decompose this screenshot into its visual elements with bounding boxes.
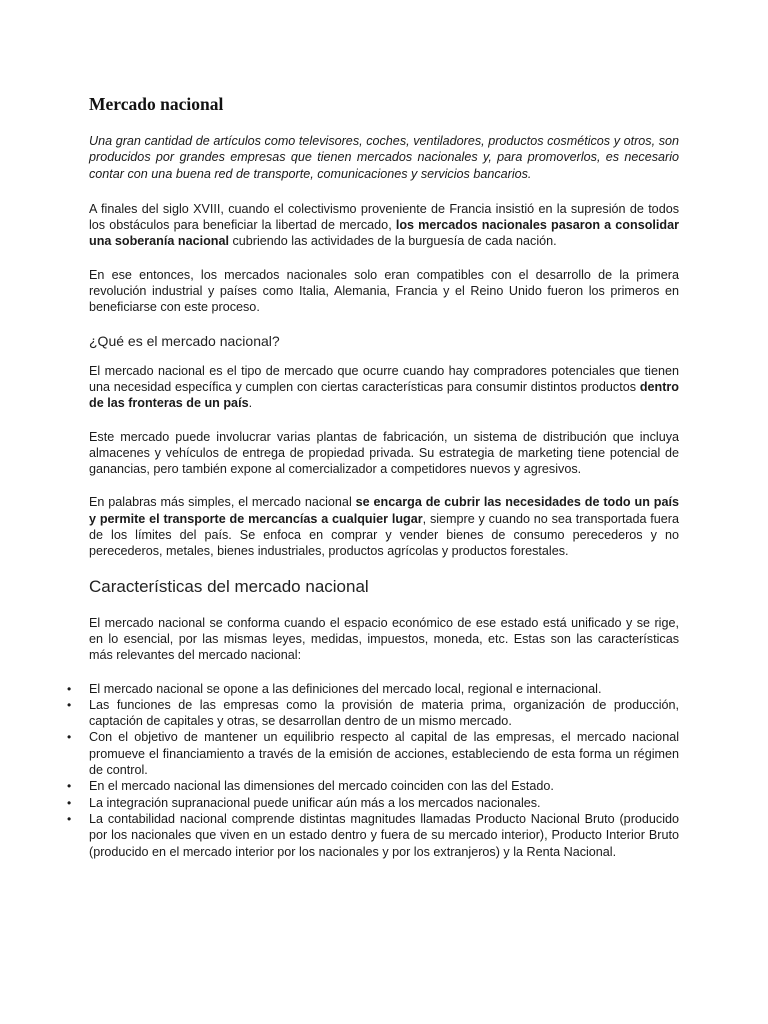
list-item	[67, 795, 679, 811]
paragraph-text: , siempre y cuando no sea transportada fuera de los límites del país. Se enfoca en comprar y vender bienes de consumo perecederos y no perecederos, metales, bienes industriales, productos agrícolas y productos forestales.	[89, 511, 679, 559]
bullet-icon: •	[67, 795, 72, 810]
paragraph-text: En palabras más simples, el mercado nacional	[89, 495, 356, 510]
bullet-icon: •	[67, 811, 72, 826]
features-list	[67, 681, 679, 860]
section-heading-definition: ¿Qué es el mercado nacional?	[89, 332, 280, 349]
list-item-text: Con el objetivo de mantener un equilibrio respecto al capital de las empresas, el mercado nacional promueve el financiamiento a través de la emisión de acciones, estableciendo de esta forma un régimen de control.	[89, 730, 679, 778]
paragraph-bold-text: se encarga de cubrir las necesidades de todo un país y permite el transporte de mercancías a cualquier lugar	[89, 495, 679, 526]
paragraph-text: cubriendo las actividades de la burguesía de cada nación.	[228, 234, 557, 249]
paragraph-industrial-revolution: En ese entonces, los mercados nacionales solo eran compatibles con el desarrollo de la primera revolución industrial y países como Italia, Alemania, Francia y el Reino Unido fueron los primeros en beneficiarse con este proceso.	[89, 267, 679, 315]
document-body	[67, 94, 679, 860]
paragraph-bold-text: dentro de las fronteras de un país	[89, 379, 679, 411]
paragraph-features-intro: El mercado nacional se conforma cuando el espacio económico de ese estado está unificado y se rige, en lo esencial, por las mismas leyes, medidas, impuestos, moneda, etc. Estas son las características más relevantes del mercado nacional:	[89, 615, 679, 663]
list-item-text: En el mercado nacional las dimensiones del mercado coinciden con las del Estado.	[89, 779, 554, 794]
list-item	[67, 729, 679, 778]
list-item	[67, 778, 679, 794]
page-title: Mercado nacional	[89, 94, 224, 114]
paragraph-history	[89, 201, 679, 250]
list-item-text: La integración supranacional puede unificar aún más a los mercados nacionales.	[89, 795, 541, 810]
paragraph-simple-words	[89, 494, 679, 559]
list-item-text: Las funciones de las empresas como la provisión de materia prima, organización de producción, captación de capitales y otras, se desarrollan dentro de un mismo mercado.	[89, 697, 679, 729]
list-item	[67, 681, 679, 697]
paragraph-bold-text: los mercados nacionales pasaron a consolidar una soberanía nacional	[89, 218, 679, 249]
list-item-text: El mercado nacional se opone a las definiciones del mercado local, regional e internacional.	[89, 681, 602, 696]
paragraph-text: El mercado nacional es el tipo de mercado que ocurre cuando hay compradores potenciales que tienen una necesidad específica y cumplen con ciertas características para consumir distintos productos	[89, 363, 679, 394]
intro-paragraph: Una gran cantidad de artículos como televisores, coches, ventiladores, productos cosméticos y otros, son producidos por grandes empresas que tienen mercados nacionales y, para promoverlos, es necesario contar con una buena red de transporte, comunicaciones y servicios bancarios.	[89, 134, 679, 181]
paragraph-text: A finales del siglo XVIII, cuando el colectivismo proveniente de Francia insistió en la supresión de todos los obstáculos para beneficiar la libertad de mercado,	[89, 201, 679, 233]
paragraph-definition	[89, 363, 679, 412]
paragraph-text: .	[248, 396, 253, 411]
paragraph-infrastructure: Este mercado puede involucrar varias plantas de fabricación, un sistema de distribución que incluya almacenes y vehículos de entrega de propiedad privada. Su estrategia de marketing tiene potencial de ganancias, pero también expone al comercializador a competidores nuevos y agresivos.	[89, 429, 679, 477]
bullet-icon: •	[67, 697, 72, 712]
bullet-icon: •	[67, 779, 72, 794]
bullet-icon: •	[67, 730, 72, 745]
section-heading-features: Características del mercado nacional	[89, 576, 369, 596]
list-item	[67, 697, 679, 730]
bullet-icon: •	[67, 681, 72, 696]
list-item-text: La contabilidad nacional comprende distintas magnitudes llamadas Producto Nacional Bruto (producido por los nacionales que viven en un estado dentro y fuera de su mercado interior), Producto Interior Bruto (producido en el mercado interior por los nacionales y por los extranjeros) y la Renta Nacional.	[89, 811, 679, 859]
list-item	[67, 811, 679, 860]
